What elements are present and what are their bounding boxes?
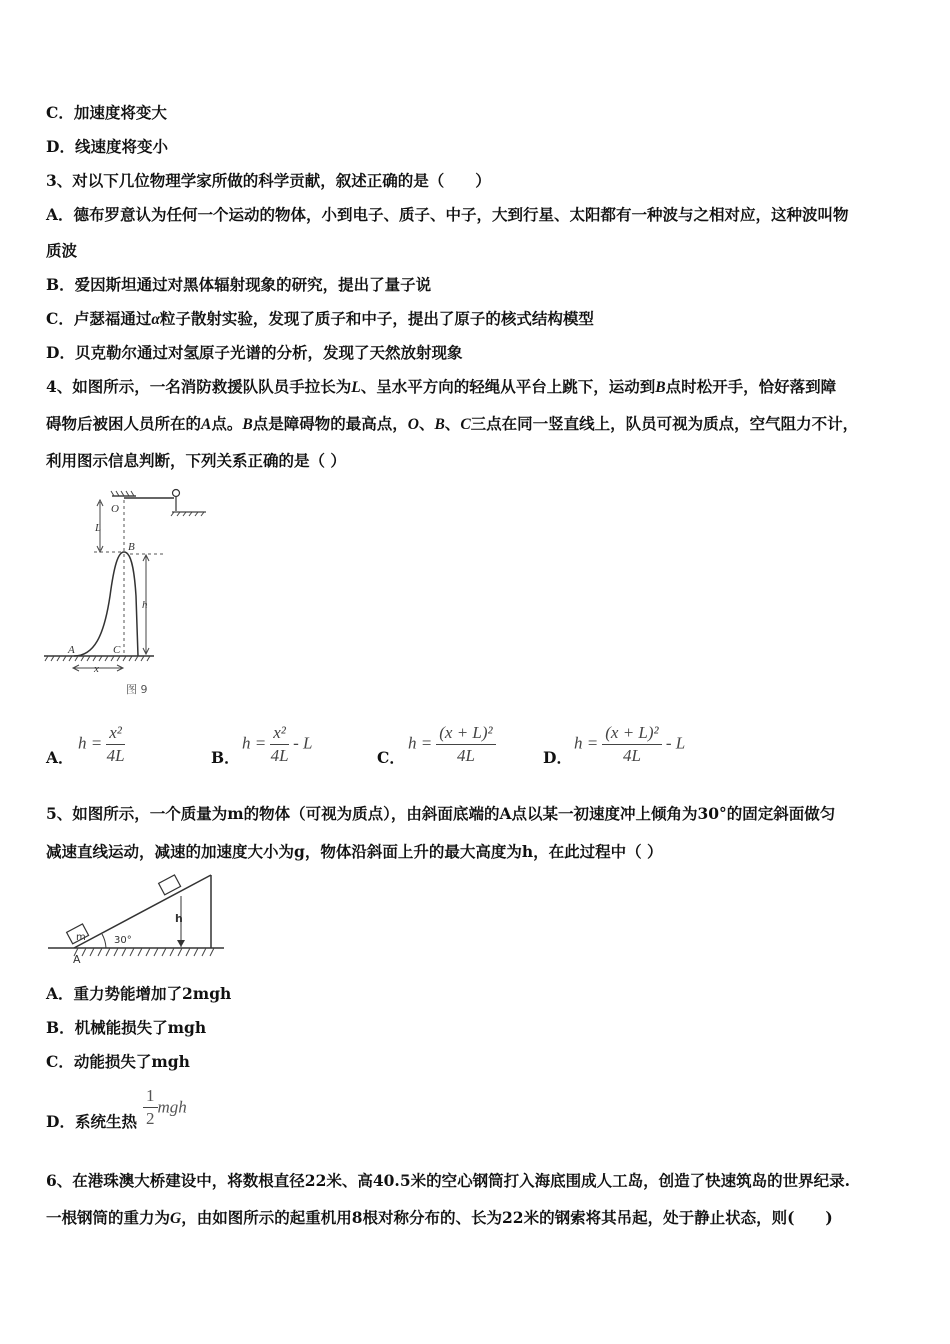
h-arrow-head — [177, 940, 185, 947]
q5-option-a: A．重力势能增加了2mgh — [46, 984, 232, 1003]
figure-caption: 图 9 — [126, 683, 148, 696]
q6-stem-line1: 6、在港珠澳大桥建设中，将数根直径22米、高40.5米的空心钢筒打入海底围成人工岛，创造了快速筑岛的世界纪录. — [46, 1171, 851, 1190]
q5-option-d-formula — [143, 1085, 187, 1130]
fraction — [436, 722, 495, 767]
denominator: 4L — [622, 746, 641, 765]
formula-lhs: h = — [242, 733, 267, 753]
var-A: A — [201, 416, 212, 433]
q6-stem-line2 — [46, 1208, 833, 1229]
q2-option-c: C．加速度将变大 — [46, 103, 167, 122]
label-x: x — [94, 663, 99, 675]
q4-option-d-formula — [574, 722, 685, 767]
formula-lhs: h = — [78, 733, 103, 753]
var-B: B — [655, 379, 666, 396]
q4-text: 、呈水平方向的轻绳从平台上跳下，运动到 — [360, 377, 656, 396]
obstacle-curve — [74, 552, 138, 656]
label-h: h — [175, 912, 183, 925]
var-L: L — [351, 379, 361, 396]
label-h: h — [142, 599, 148, 611]
angle-arc — [102, 934, 106, 948]
label-O: O — [111, 503, 119, 515]
formula-tail: - L — [665, 733, 686, 753]
q5-option-d: D．系统生热 — [46, 1112, 137, 1131]
q5-figure — [46, 870, 226, 970]
q3-option-d: D．贝克勒尔通过对氢原子光谱的分析，发现了天然放射现象 — [46, 343, 463, 362]
q3-stem: 3、对以下几位物理学家所做的科学贡献，叙述正确的是（ ） — [46, 171, 491, 190]
alpha-symbol: α — [151, 311, 160, 328]
q3-option-c — [46, 309, 594, 330]
q4-text: 点是障碍物的最高点， — [252, 414, 408, 433]
q4-option-c-formula — [408, 722, 496, 767]
q4-option-c-label: C． — [377, 748, 405, 767]
q3-option-a-line1: A．德布罗意认为任何一个运动的物体，小到电子、质子、中子，大到行星、太阳都有一种波与之相对应，这种波叫物 — [46, 205, 849, 224]
q4-option-b-formula — [242, 722, 313, 767]
label-m: m — [76, 932, 86, 943]
q4-stem-line2 — [46, 414, 858, 435]
q2-option-d: D．线速度将变小 — [46, 137, 168, 156]
q4-option-d-label: D． — [543, 748, 572, 767]
fraction — [106, 722, 125, 767]
numerator: (x + L)² — [602, 722, 661, 745]
var-B: B — [242, 416, 253, 433]
q4-text: 点时松开手，恰好落到障 — [665, 377, 837, 396]
q4-text: 、 — [418, 414, 435, 433]
q4-figure — [44, 486, 214, 700]
label-A: A — [73, 953, 81, 966]
fraction — [602, 722, 661, 767]
formula-lhs: h = — [408, 733, 433, 753]
numerator: x² — [270, 722, 289, 745]
block-top — [159, 875, 181, 895]
q4-text: 碍物后被困人员所在的 — [46, 414, 202, 433]
q4-stem-line3: 利用图示信息判断，下列关系正确的是（ ） — [46, 451, 346, 470]
q5-option-b: B．机械能损失了mgh — [46, 1018, 207, 1037]
person-head — [173, 490, 180, 497]
label-angle: 30° — [114, 935, 132, 946]
q4-text: 4、如图所示，一名消防救援队队员手拉长为 — [46, 377, 352, 396]
fraction — [270, 722, 289, 767]
label-C: C — [113, 644, 121, 656]
numerator: x² — [106, 722, 125, 745]
q4-text: 点。 — [211, 414, 243, 433]
denominator: 2 — [146, 1109, 155, 1128]
label-B: B — [128, 541, 135, 553]
q5-option-c: C．动能损失了mgh — [46, 1052, 190, 1071]
q3-option-c-pre: C．卢瑟福通过 — [46, 309, 152, 328]
q5-stem-line1: 5、如图所示，一个质量为m的物体（可视为质点），由斜面底端的A点以某一初速度冲上倾角为30°的固定斜面做匀 — [46, 804, 836, 823]
numerator: 1 — [143, 1085, 158, 1108]
formula-lhs: h = — [574, 733, 599, 753]
q3-option-c-post: 粒子散射实验，发现了质子和中子，提出了原子的核式结构模型 — [159, 309, 594, 328]
q3-option-b: B．爱因斯坦通过对黑体辐射现象的研究，提出了量子说 — [46, 275, 432, 294]
incline-line — [74, 875, 211, 948]
q4-text: 、 — [444, 414, 461, 433]
q4-option-a-formula — [78, 722, 125, 767]
denominator: 4L — [270, 746, 289, 765]
formula-tail: mgh — [157, 1097, 187, 1117]
var-G: G — [170, 1210, 182, 1227]
formula-tail: - L — [293, 733, 313, 753]
denominator: 4L — [106, 746, 125, 765]
q4-stem-line1 — [46, 377, 836, 398]
q6-text: 一根钢筒的重力为 — [46, 1208, 171, 1227]
label-L: L — [95, 522, 102, 534]
var-O: O — [407, 416, 419, 433]
denominator: 4L — [456, 746, 475, 765]
q4-option-a-label: A． — [46, 748, 74, 767]
numerator: (x + L)² — [436, 722, 495, 745]
q4-text: 三点在同一竖直线上，队员可视为质点，空气阻力不计， — [470, 414, 859, 433]
label-A: A — [68, 644, 75, 656]
q3-option-a-line2: 质波 — [46, 241, 78, 260]
var-C: C — [460, 416, 471, 433]
fraction — [143, 1085, 158, 1130]
ground-hatch — [74, 948, 214, 956]
q5-stem-line2: 减速直线运动，减速的加速度大小为g，物体沿斜面上升的最大高度为h，在此过程中（ ） — [46, 842, 663, 861]
var-B: B — [434, 416, 445, 433]
q4-option-b-label: B． — [211, 748, 240, 767]
q6-text: ，由如图所示的起重机用8根对称分布的、长为22米的钢索将其吊起，处于静止状态，则( ) — [181, 1208, 833, 1227]
